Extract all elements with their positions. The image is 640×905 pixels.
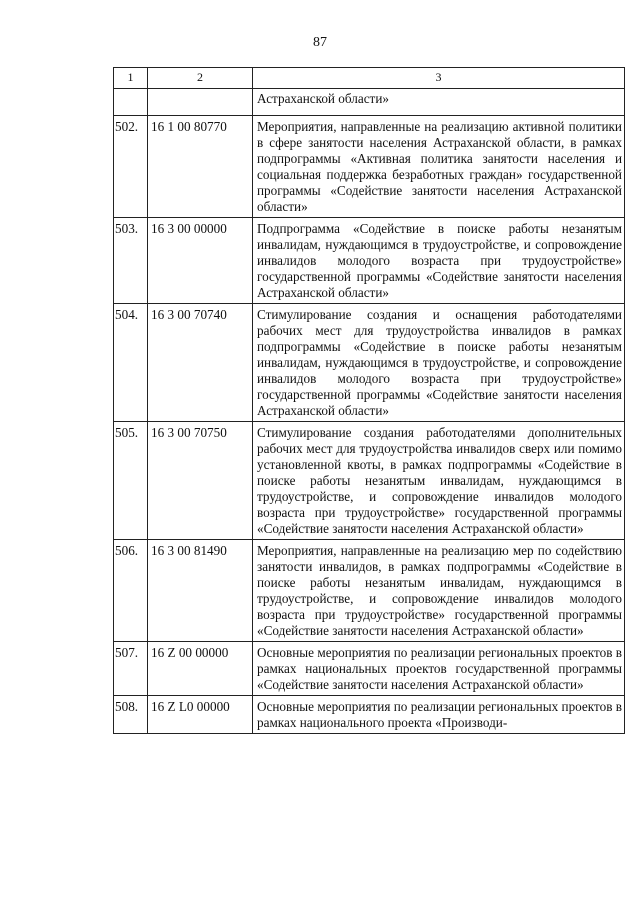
table-row xyxy=(114,696,625,734)
row-code: 16 Z L0 00000 xyxy=(148,696,253,734)
table-cell-empty xyxy=(114,89,148,116)
row-description: Подпрограмма «Содействие в поиске работы незанятым инвалидам, нуждающимся в трудоустройстве, и сопровождение инвалидов молодого возраста при трудоустройстве» государственной программы «Содействие занятости населения Астраханской области» xyxy=(253,218,625,304)
table-row xyxy=(114,422,625,540)
column-header-code: 2 xyxy=(148,68,253,89)
column-header-description: 3 xyxy=(253,68,625,89)
row-number: 507. xyxy=(114,642,148,696)
table-cell-continuation-text: Астраханской области» xyxy=(253,89,625,116)
table-row-continuation xyxy=(114,89,625,116)
table-header-row xyxy=(114,68,625,89)
row-number: 506. xyxy=(114,540,148,642)
row-number: 508. xyxy=(114,696,148,734)
row-number: 505. xyxy=(114,422,148,540)
row-code: 16 Z 00 00000 xyxy=(148,642,253,696)
row-description: Основные мероприятия по реализации региональных проектов в рамках национальных проектов государственной программы «Содействие занятости населения Астраханской области» xyxy=(253,642,625,696)
row-code: 16 3 00 81490 xyxy=(148,540,253,642)
row-description: Стимулирование создания работодателями дополнительных рабочих мест для трудоустройства инвалидов сверх или помимо установленной квоты, в рамках подпрограммы «Содействие в поиске работы незанятым инвалидам, нуждающимся в трудоустройстве, и сопровождение инвалидов молодого возраста при трудоустройстве» государственной программы «Содействие занятости населения Астраханской области» xyxy=(253,422,625,540)
table-row xyxy=(114,540,625,642)
row-number: 502. xyxy=(114,116,148,218)
table-row xyxy=(114,218,625,304)
column-header-number: 1 xyxy=(114,68,148,89)
page-number: 87 xyxy=(313,35,327,50)
table-row xyxy=(114,116,625,218)
table-row xyxy=(114,304,625,422)
row-code: 16 3 00 70740 xyxy=(148,304,253,422)
row-code: 16 3 00 70750 xyxy=(148,422,253,540)
row-description: Мероприятия, направленные на реализацию мер по содействию занятости инвалидов, в рамках подпрограммы «Содействие в поиске работы незанятым инвалидам, нуждающимся в трудоустройстве, и сопровождение инвалидов молодого возраста при трудоустройстве» государственной программы «Содействие занятости населения Астраханской области» xyxy=(253,540,625,642)
table-cell-empty xyxy=(148,89,253,116)
row-code: 16 3 00 00000 xyxy=(148,218,253,304)
budget-classification-table xyxy=(113,67,625,734)
row-description: Основные мероприятия по реализации региональных проектов в рамках национального проекта «Производи- xyxy=(253,696,625,734)
row-description: Стимулирование создания и оснащения работодателями рабочих мест для трудоустройства инвалидов в рамках подпрограммы «Содействие в поиске работы незанятым инвалидам, нуждающимся в трудоустройстве, и сопровождение инвалидов молодого возраста при трудоустройстве» государственной программы «Содействие занятости населения Астраханской области» xyxy=(253,304,625,422)
table-row xyxy=(114,642,625,696)
row-code: 16 1 00 80770 xyxy=(148,116,253,218)
row-number: 503. xyxy=(114,218,148,304)
row-number: 504. xyxy=(114,304,148,422)
row-description: Мероприятия, направленные на реализацию активной политики в сфере занятости населения Астраханской области, в рамках подпрограммы «Активная политика занятости населения и социальная поддержка безработных граждан» государственной программы «Содействие занятости населения Астраханской области» xyxy=(253,116,625,218)
